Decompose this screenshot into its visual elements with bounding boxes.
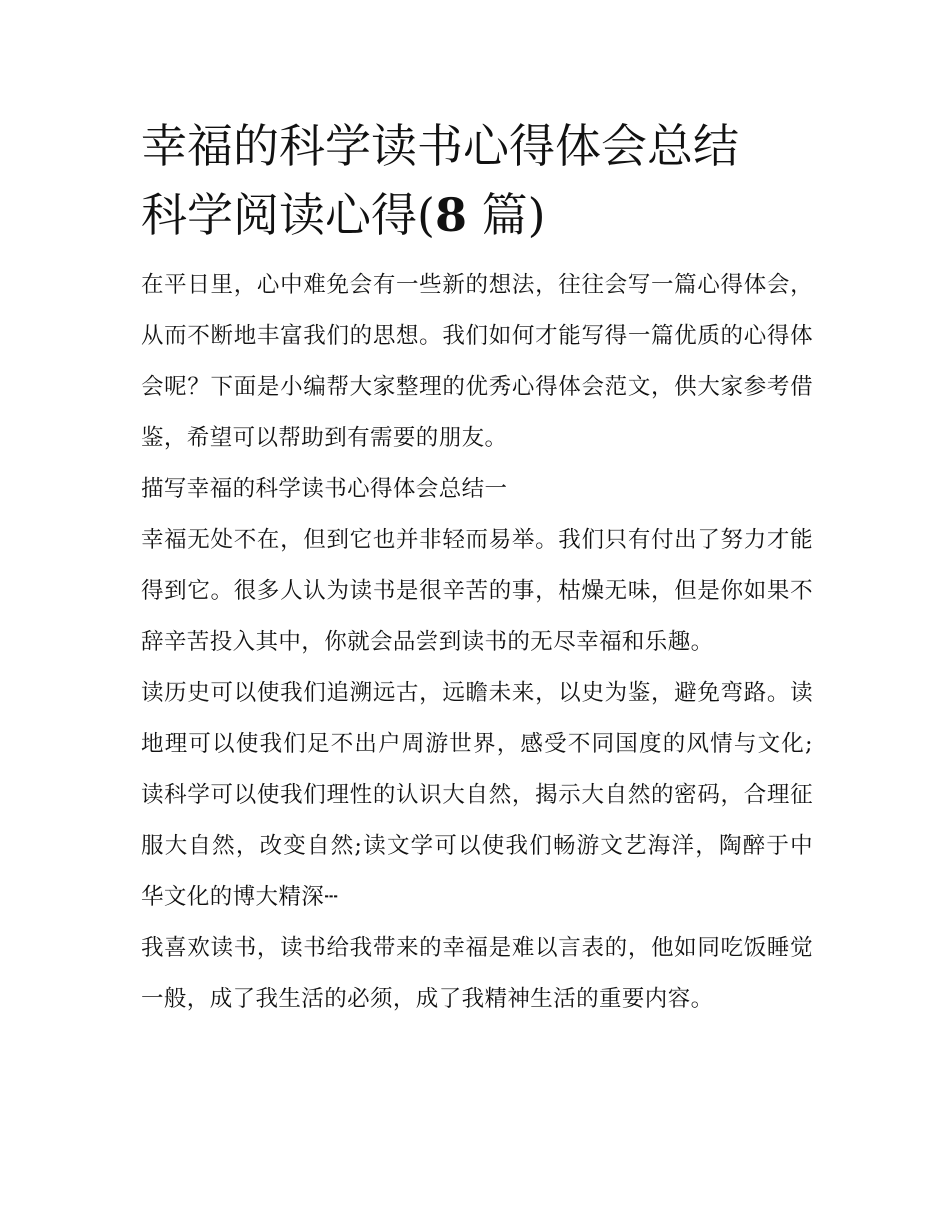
title-line-2-suffix: 篇): [466, 188, 546, 242]
body-paragraph: 读历史可以使我们追溯远古，远瞻未来，以史为鉴，避免弯路。读地理可以使我们足不出户周游世界，感受不同国度的风情与文化;读科学可以使我们理性的认识大自然，揭示大自然的密码，合理征服大自然，改变自然;读文学可以使我们畅游文艺海洋，陶醉于中华文化的博大精深┄: [141, 680, 813, 910]
body-paragraph: 幸福无处不在，但到它也并非轻而易举。我们只有付出了努力才能得到它。很多人认为读书是很辛苦的事，枯燥无味，但是你如果不辞辛苦投入其中，你就会品尝到读书的无尽幸福和乐趣。: [141, 527, 813, 655]
section-heading: 描写幸福的科学读书心得体会总结一: [141, 476, 508, 502]
document-title: [141, 112, 813, 250]
title-line-2-prefix: 科学阅读心得(: [141, 188, 435, 242]
title-line-1: 幸福的科学读书心得体会总结: [141, 119, 739, 173]
body-paragraph: 我喜欢读书，读书给我带来的幸福是难以言表的，他如同吃饭睡觉一般，成了我生活的必须，成了我精神生活的重要内容。: [141, 935, 813, 1012]
intro-paragraph: 在平日里，心中难免会有一些新的想法，往往会写一篇心得体会，从而不断地丰富我们的思想。我们如何才能写得一篇优质的心得体会呢？下面是小编帮大家整理的优秀心得体会范文，供大家参考借鉴，希望可以帮助到有需要的朋友。: [141, 272, 813, 451]
title-count: 8: [434, 188, 467, 242]
title-line-2: [141, 181, 813, 250]
document-page: [141, 112, 813, 1025]
